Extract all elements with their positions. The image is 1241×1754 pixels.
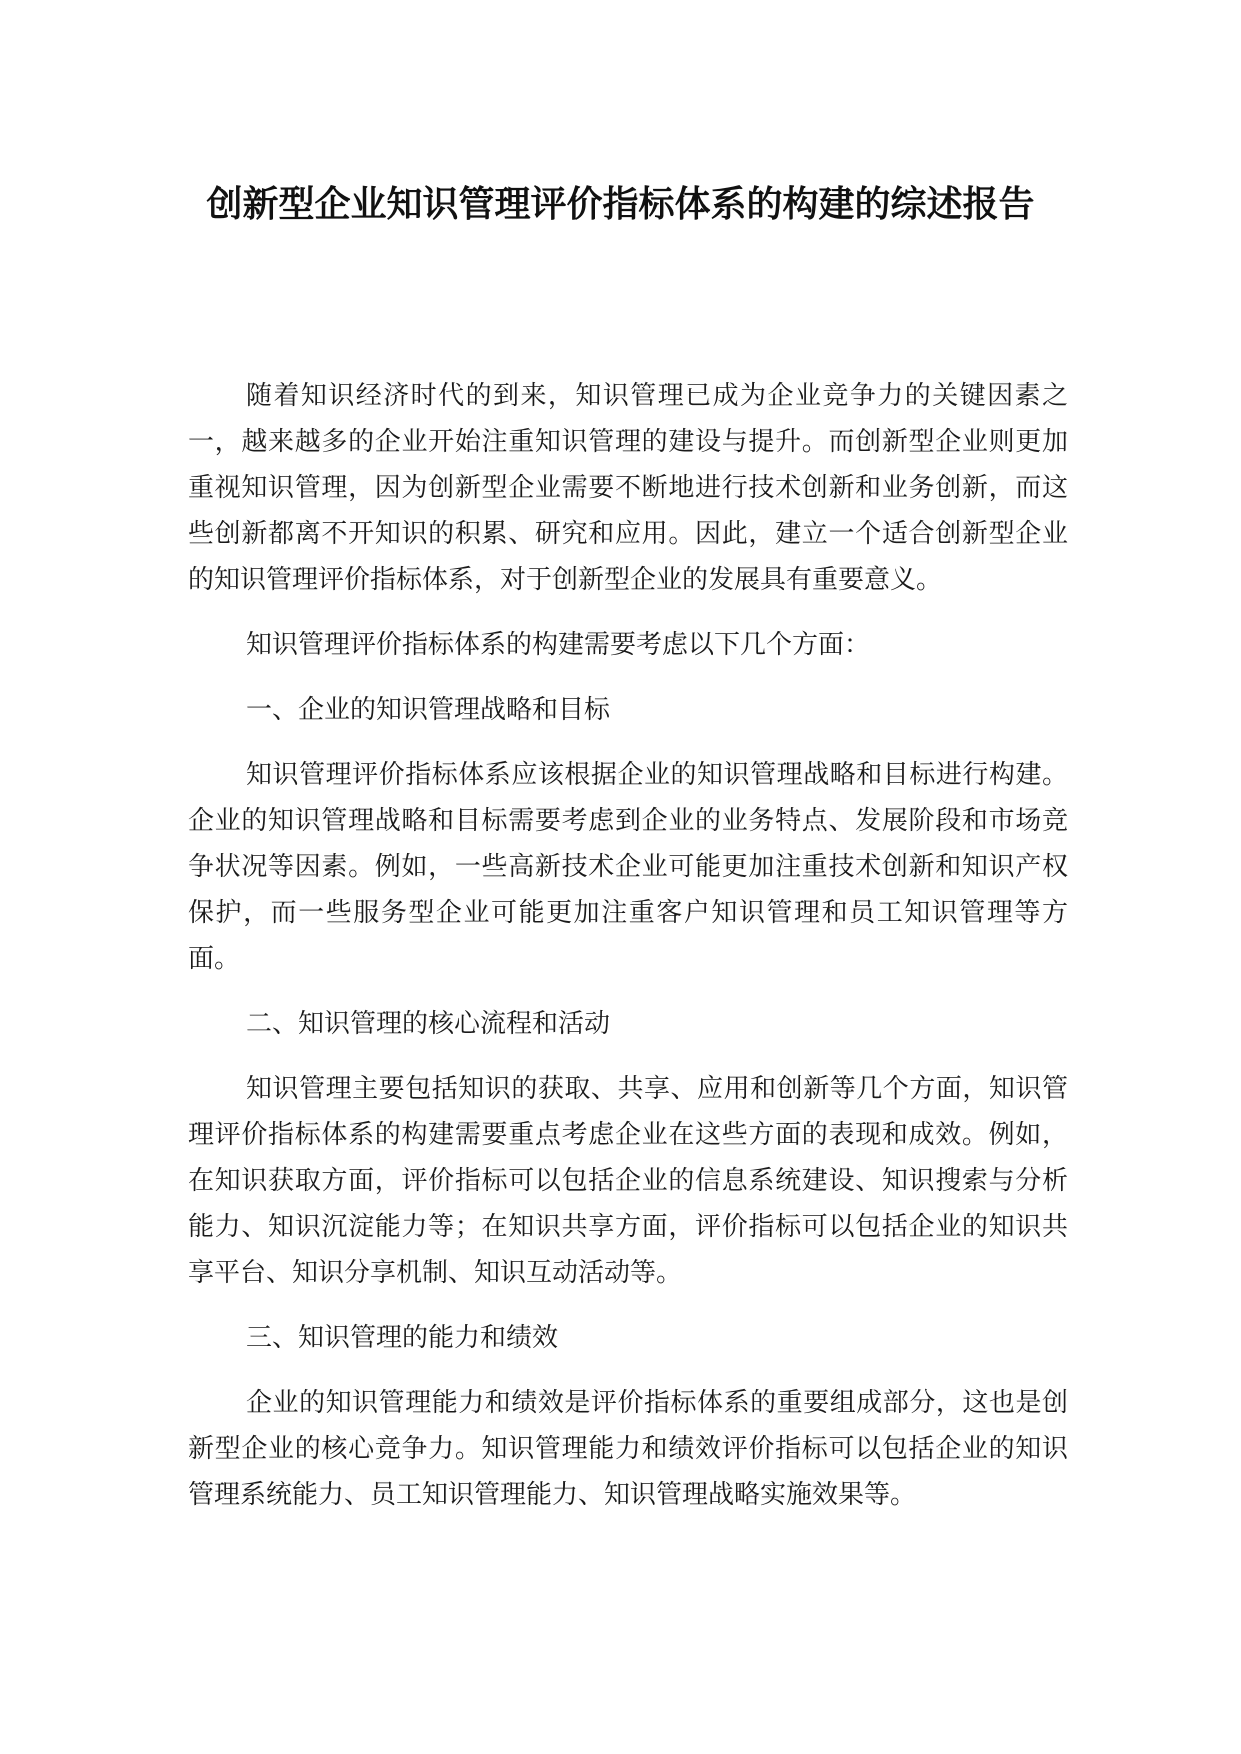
aspects-lead-paragraph: 知识管理评价指标体系的构建需要考虑以下几个方面：: [246, 630, 871, 660]
section-heading-3: 三、知识管理的能力和绩效: [246, 1323, 559, 1353]
section-2-paragraph: 知识管理主要包括知识的获取、共享、应用和创新等几个方面，知识管理评价指标体系的构建需要重点考虑企业在这些方面的表现和成效。例如，在知识获取方面，评价指标可以包括企业的信息系统建设、知识搜索与分析能力、知识沉淀能力等；在知识共享方面，评价指标可以包括企业的知识共享平台、知识分享机制、知识互动活动等。: [188, 1074, 1068, 1288]
intro-paragraph: 随着知识经济时代的到来，知识管理已成为企业竞争力的关键因素之一，越来越多的企业开始注重知识管理的建设与提升。而创新型企业则更加重视知识管理，因为创新型企业需要不断地进行技术创新和业务创新，而这些创新都离不开知识的积累、研究和应用。因此，建立一个适合创新型企业的知识管理评价指标体系，对于创新型企业的发展具有重要意义。: [188, 381, 1068, 595]
document-title: 创新型企业知识管理评价指标体系的构建的综述报告: [206, 184, 1035, 225]
document-body: [188, 373, 1068, 1537]
section-heading-1: 一、企业的知识管理战略和目标: [246, 695, 611, 725]
section-1-paragraph: 知识管理评价指标体系应该根据企业的知识管理战略和目标进行构建。企业的知识管理战略和目标需要考虑到企业的业务特点、发展阶段和市场竞争状况等因素。例如，一些高新技术企业可能更加注重技术创新和知识产权保护，而一些服务型企业可能更加注重客户知识管理和员工知识管理等方面。: [188, 760, 1068, 974]
section-heading-2: 二、知识管理的核心流程和活动: [246, 1009, 611, 1039]
section-3-paragraph: 企业的知识管理能力和绩效是评价指标体系的重要组成部分，这也是创新型企业的核心竞争力。知识管理能力和绩效评价指标可以包括企业的知识管理系统能力、员工知识管理能力、知识管理战略实施效果等。: [188, 1388, 1068, 1510]
